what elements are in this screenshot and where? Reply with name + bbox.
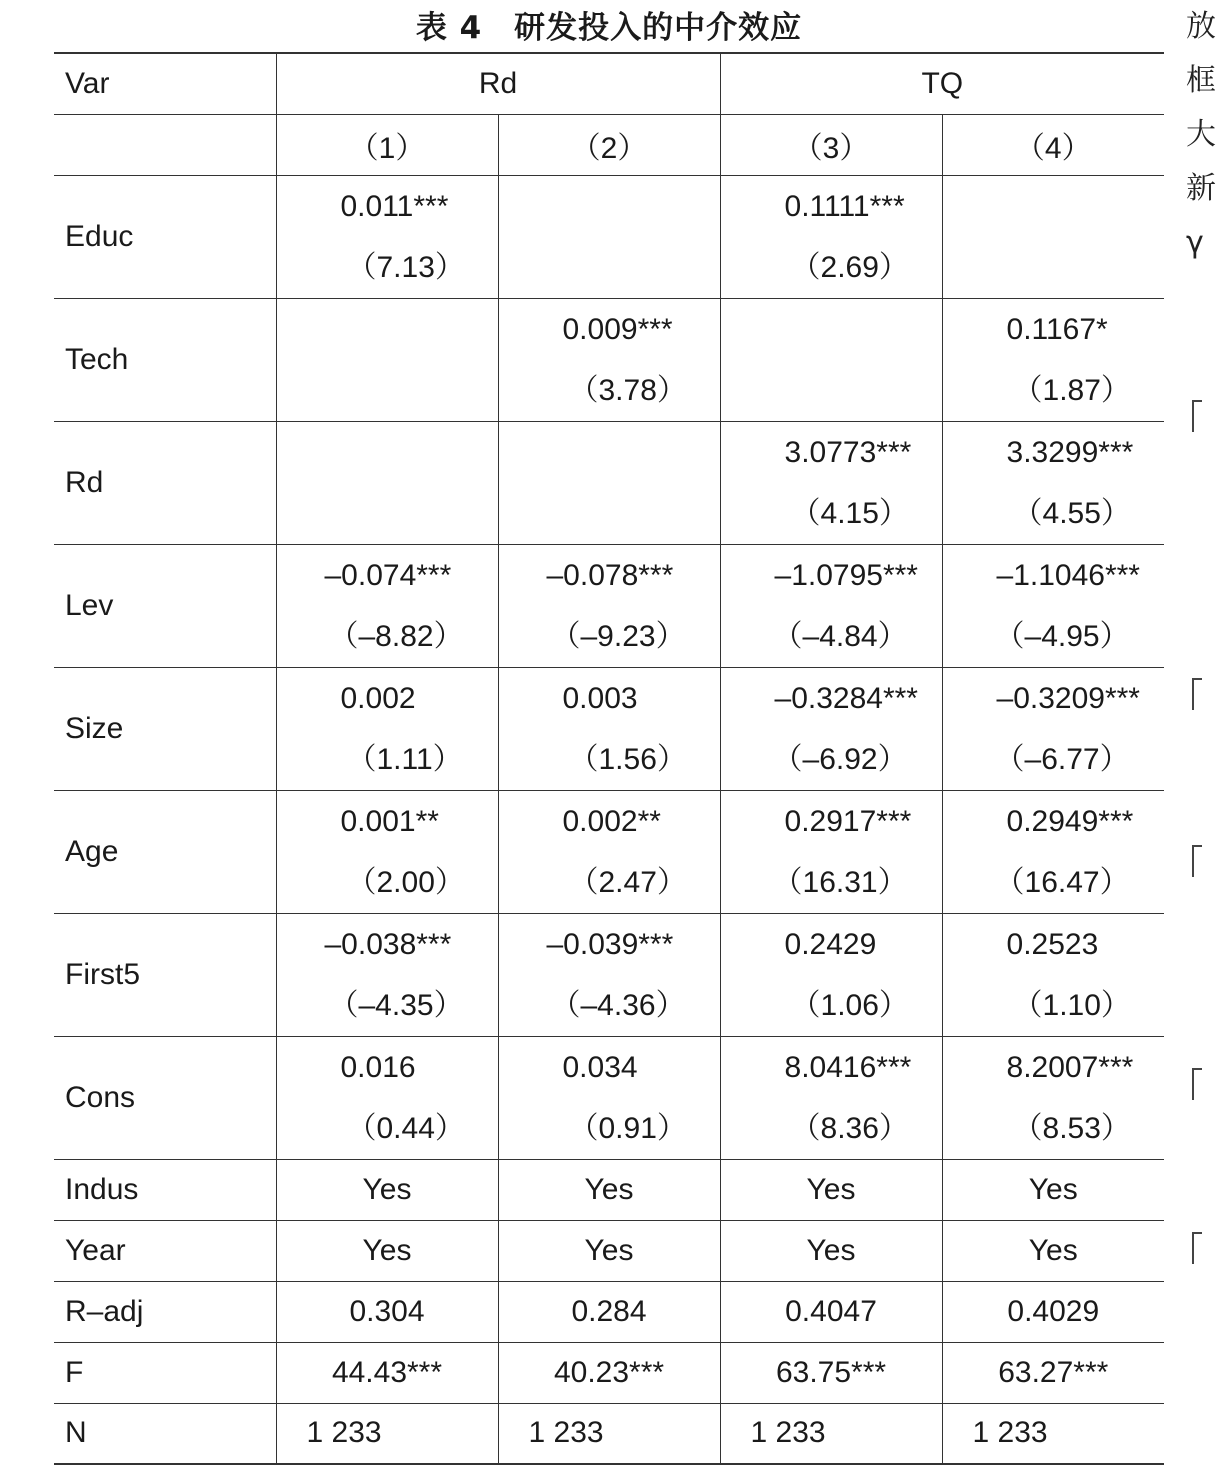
- coefficient: 0.1167*: [1006, 312, 1108, 346]
- coefficient: [277, 422, 498, 483]
- coefficient: [943, 176, 1165, 237]
- cell-f-3: 63.75***: [720, 1342, 942, 1403]
- coefficient: 0.2917***: [784, 804, 912, 838]
- table-title: 表 4 研发投入的中介效应: [415, 10, 803, 46]
- row-label: Cons: [54, 1036, 276, 1159]
- t-statistic: （–6.77）: [994, 742, 1130, 776]
- coefficient: 3.3299***: [1006, 435, 1134, 469]
- row-lev: [54, 544, 1164, 667]
- coefficient: 0.016: [340, 1050, 416, 1084]
- cell-f-1: 44.43***: [276, 1342, 498, 1403]
- cell-lev-4: [942, 544, 1164, 667]
- row-label: Year: [54, 1220, 276, 1281]
- cell-tech-4: [942, 298, 1164, 421]
- t-statistic: （–9.23）: [550, 619, 686, 653]
- col-header-3: （3）: [720, 114, 942, 175]
- row-label: Size: [54, 667, 276, 790]
- group-header-rd: Rd: [276, 53, 720, 114]
- empty-header-cell: [54, 114, 276, 175]
- t-statistic: （–8.82）: [328, 619, 464, 653]
- cell-size-2: [498, 667, 720, 790]
- t-statistic: （4.55）: [1012, 496, 1131, 530]
- coefficient: –0.3209***: [996, 681, 1140, 715]
- t-statistic: （1.87）: [1012, 373, 1131, 407]
- cell-tech-1: [276, 298, 498, 421]
- cell-indus-4: Yes: [942, 1159, 1164, 1220]
- cell-age-2: [498, 790, 720, 913]
- t-statistic: （8.36）: [790, 1111, 909, 1145]
- cell-first5-2: [498, 913, 720, 1036]
- cell-radj-2: 0.284: [498, 1281, 720, 1342]
- cell-n-2: 1 233: [498, 1403, 720, 1464]
- t-statistic: [721, 360, 942, 421]
- header-row-columns: [54, 114, 1164, 175]
- t-statistic: （–4.35）: [328, 988, 464, 1022]
- coefficient: 8.2007***: [1006, 1050, 1134, 1084]
- t-statistic: （2.47）: [568, 865, 687, 899]
- coefficient: 0.002: [340, 681, 416, 715]
- row-rd: [54, 421, 1164, 544]
- row-label: Indus: [54, 1159, 276, 1220]
- coefficient: 0.002**: [562, 804, 661, 838]
- cell-radj-1: 0.304: [276, 1281, 498, 1342]
- row-n: [54, 1403, 1164, 1464]
- cell-rd-4: [942, 421, 1164, 544]
- t-statistic: [943, 237, 1165, 298]
- t-statistic: （4.15）: [790, 496, 909, 530]
- coefficient: 0.2949***: [1006, 804, 1134, 838]
- cell-educ-3: [720, 175, 942, 298]
- cell-lev-1: [276, 544, 498, 667]
- var-header: Var: [54, 53, 276, 114]
- cell-indus-1: Yes: [276, 1159, 498, 1220]
- t-statistic: （2.00）: [346, 865, 465, 899]
- cell-indus-2: Yes: [498, 1159, 720, 1220]
- t-statistic: （3.78）: [568, 373, 687, 407]
- regression-table: [54, 52, 1164, 1465]
- cell-age-1: [276, 790, 498, 913]
- cell-radj-4: 0.4029: [942, 1281, 1164, 1342]
- edge-char: 新: [1186, 171, 1216, 206]
- edge-char: 大: [1186, 117, 1216, 152]
- row-cons: [54, 1036, 1164, 1159]
- cell-age-3: [720, 790, 942, 913]
- t-statistic: （0.44）: [346, 1111, 465, 1145]
- t-statistic: [499, 483, 720, 544]
- cell-size-4: [942, 667, 1164, 790]
- row-label: First5: [54, 913, 276, 1036]
- t-statistic: （–4.36）: [550, 988, 686, 1022]
- cell-f-4: 63.27***: [942, 1342, 1164, 1403]
- t-statistic: （8.53）: [1012, 1111, 1131, 1145]
- col-header-2: （2）: [498, 114, 720, 175]
- coefficient: 0.1111***: [784, 189, 905, 223]
- cell-first5-3: [720, 913, 942, 1036]
- t-statistic: （2.69）: [790, 250, 909, 284]
- cell-year-4: Yes: [942, 1220, 1164, 1281]
- cell-size-3: [720, 667, 942, 790]
- group-header-tq: TQ: [720, 53, 1164, 114]
- cell-lev-2: [498, 544, 720, 667]
- cell-radj-3: 0.4047: [720, 1281, 942, 1342]
- coefficient: 0.011***: [340, 189, 449, 223]
- cell-size-1: [276, 667, 498, 790]
- coefficient: –0.074***: [324, 558, 452, 592]
- edge-bracket-mark: [1192, 678, 1202, 710]
- row-tech: [54, 298, 1164, 421]
- row-label: Lev: [54, 544, 276, 667]
- coefficient: –0.078***: [546, 558, 674, 592]
- coefficient: [499, 176, 720, 237]
- cell-n-1: 1 233: [276, 1403, 498, 1464]
- coefficient: 0.2429: [784, 927, 877, 961]
- coefficient: [499, 422, 720, 483]
- cell-year-2: Yes: [498, 1220, 720, 1281]
- cell-age-4: [942, 790, 1164, 913]
- cell-first5-1: [276, 913, 498, 1036]
- coefficient: [277, 299, 498, 360]
- t-statistic: （–4.95）: [994, 619, 1130, 653]
- cell-n-3: 1 233: [720, 1403, 942, 1464]
- edge-bracket-mark: [1192, 1232, 1202, 1264]
- cell-f-2: 40.23***: [498, 1342, 720, 1403]
- row-label: Rd: [54, 421, 276, 544]
- cell-lev-3: [720, 544, 942, 667]
- coefficient: 0.003: [562, 681, 638, 715]
- coefficient: 0.034: [562, 1050, 638, 1084]
- col-header-4: （4）: [942, 114, 1164, 175]
- cell-tech-3: [720, 298, 942, 421]
- row-label: N: [54, 1403, 276, 1464]
- cell-rd-3: [720, 421, 942, 544]
- t-statistic: （–6.92）: [772, 742, 908, 776]
- cell-first5-4: [942, 913, 1164, 1036]
- row-label: F: [54, 1342, 276, 1403]
- coefficient: 3.0773***: [784, 435, 912, 469]
- row-label: Age: [54, 790, 276, 913]
- row-f: [54, 1342, 1164, 1403]
- col-header-1: （1）: [276, 114, 498, 175]
- edge-bracket-mark: [1192, 400, 1202, 432]
- edge-bracket-mark: [1192, 1068, 1202, 1100]
- edge-bracket-mark: [1192, 845, 1202, 877]
- cell-year-3: Yes: [720, 1220, 942, 1281]
- coefficient: 0.009***: [562, 312, 673, 346]
- t-statistic: （1.10）: [1012, 988, 1131, 1022]
- cell-rd-2: [498, 421, 720, 544]
- cell-cons-4: [942, 1036, 1164, 1159]
- cell-cons-1: [276, 1036, 498, 1159]
- t-statistic: （1.56）: [568, 742, 687, 776]
- cell-year-1: Yes: [276, 1220, 498, 1281]
- cell-indus-3: Yes: [720, 1159, 942, 1220]
- coefficient: [721, 299, 942, 360]
- cell-cons-2: [498, 1036, 720, 1159]
- row-first5: [54, 913, 1164, 1036]
- t-statistic: （0.91）: [568, 1111, 687, 1145]
- t-statistic: [499, 237, 720, 298]
- coefficient: –1.0795***: [774, 558, 918, 592]
- edge-char: 放: [1186, 9, 1216, 44]
- edge-char: γ: [1186, 225, 1204, 260]
- t-statistic: （–4.84）: [772, 619, 908, 653]
- cell-tech-2: [498, 298, 720, 421]
- row-size: [54, 667, 1164, 790]
- t-statistic: （16.47）: [994, 865, 1130, 899]
- edge-char: 框: [1186, 63, 1216, 98]
- cell-n-4: 1 233: [942, 1403, 1164, 1464]
- row-age: [54, 790, 1164, 913]
- cell-cons-3: [720, 1036, 942, 1159]
- coefficient: 0.001**: [340, 804, 439, 838]
- t-statistic: （1.06）: [790, 988, 909, 1022]
- row-radj: [54, 1281, 1164, 1342]
- row-educ: [54, 175, 1164, 298]
- t-statistic: [277, 360, 498, 421]
- t-statistic: [277, 483, 498, 544]
- coefficient: –0.039***: [546, 927, 674, 961]
- row-label: Educ: [54, 175, 276, 298]
- cell-educ-2: [498, 175, 720, 298]
- t-statistic: （16.31）: [772, 865, 908, 899]
- coefficient: –0.3284***: [774, 681, 918, 715]
- header-row-groups: [54, 53, 1164, 114]
- row-indus: [54, 1159, 1164, 1220]
- row-label: Tech: [54, 298, 276, 421]
- t-statistic: （1.11）: [346, 742, 463, 776]
- t-statistic: （7.13）: [346, 250, 465, 284]
- coefficient: –0.038***: [324, 927, 452, 961]
- cell-educ-1: [276, 175, 498, 298]
- cell-educ-4: [942, 175, 1164, 298]
- row-year: [54, 1220, 1164, 1281]
- row-label: R–adj: [54, 1281, 276, 1342]
- coefficient: 0.2523: [1006, 927, 1099, 961]
- coefficient: –1.1046***: [996, 558, 1140, 592]
- coefficient: 8.0416***: [784, 1050, 912, 1084]
- cell-rd-1: [276, 421, 498, 544]
